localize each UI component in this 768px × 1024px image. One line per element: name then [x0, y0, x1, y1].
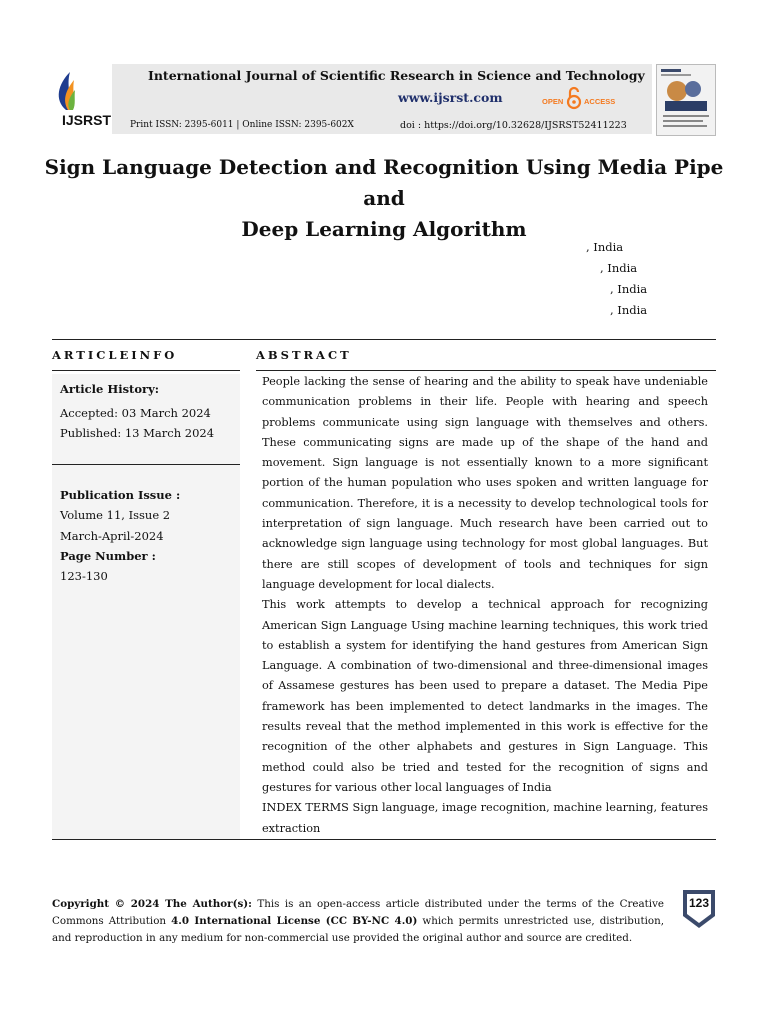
publication-issue-label: Publication Issue : — [60, 488, 181, 502]
journal-website-link[interactable]: www.ijsrst.com — [398, 90, 503, 105]
publication-period: March-April-2024 — [60, 529, 164, 543]
open-access-lock-icon — [566, 86, 582, 110]
journal-logo — [44, 66, 110, 132]
open-access-access-label: ACCESS — [584, 97, 616, 106]
article-info-rule — [52, 370, 240, 371]
page-number-badge — [680, 888, 718, 930]
cover-image-icon — [657, 65, 715, 135]
page-number: 123 — [688, 896, 710, 910]
article-info-divider — [52, 464, 240, 465]
journal-title: International Journal of Scientific Research in Science and Technology — [148, 68, 645, 83]
journal-header — [44, 62, 720, 136]
paper-title-line-1: Sign Language Detection and Recognition Using Media Pipe and — [44, 155, 724, 210]
section-top-rule — [52, 339, 716, 340]
open-access-open-label: OPEN — [542, 97, 564, 106]
abstract-body — [262, 372, 708, 839]
page-range: 123-130 — [60, 569, 108, 583]
journal-cover-thumbnail — [656, 64, 716, 136]
footer-text-1: This is an open-access article distributed under the terms of the Creative Commons Attribution — [52, 898, 664, 927]
page-number-label: Page Number : — [60, 549, 156, 563]
abstract-paragraph-1: People lacking the sense of hearing and the ability to speak have undeniable communication problems in their life. People with hearing and speech problems communicate using sign language with themselves and others. These communicating signs are made up of the shape of the hand and movement. Sign language is not essentially known to a more significant portion of the human population who uses spoken and written language for communication. Therefore, it is a necessity to develop technological tools for interpretation of sign language. Much research have been carried out to acknowledge sign language using technology for most global languages. But there are still scopes of development of tools and techniques for sign language development for local dialects. — [262, 375, 708, 591]
abstract-rule — [256, 370, 716, 371]
article-info-panel — [52, 374, 240, 840]
paper-title — [40, 152, 728, 245]
header-band — [112, 64, 652, 134]
copyright-footer — [52, 896, 664, 947]
open-access-badge — [542, 86, 622, 108]
abstract-heading: ABSTRACT — [256, 348, 352, 362]
volume-issue: Volume 11, Issue 2 — [60, 508, 171, 522]
section-bottom-rule — [52, 839, 716, 840]
affiliation-3: , India — [610, 282, 648, 296]
paper-title-line-2: Deep Learning Algorithm — [241, 217, 527, 241]
doi-link[interactable]: doi : https://doi.org/10.32628/IJSRST52411223 — [400, 120, 627, 131]
copyright-label: Copyright © 2024 The Author(s): — [52, 898, 252, 910]
license-name: 4.0 International License (CC BY-NC 4.0) — [171, 915, 418, 927]
issn-line: Print ISSN: 2395-6011 | Online ISSN: 2395-602X — [130, 120, 354, 130]
article-info-heading: ARTICLEINFO — [52, 348, 178, 362]
index-terms: INDEX TERMS Sign language, image recognition, machine learning, features extraction — [262, 801, 708, 835]
published-date: Published: 13 March 2024 — [60, 426, 215, 440]
logo-text: IJSRST — [62, 112, 112, 128]
accepted-date: Accepted: 03 March 2024 — [60, 406, 211, 420]
article-history-label: Article History: — [60, 382, 160, 396]
affiliation-2: , India — [600, 261, 638, 275]
affiliation-1: , India — [586, 240, 624, 254]
footer-text-2: which permits unrestricted use, distribution, and reproduction in any medium for non-commercial use provided the original author and source are credited. — [52, 915, 664, 944]
affiliation-4: , India — [610, 303, 648, 317]
abstract-paragraph-2: This work attempts to develop a technical approach for recognizing American Sign Language Using machine learning techniques, this work tried to establish a system for identifying the hand gestures from American Sign Language. A combination of two-dimensional and three-dimensional images of Assamese gestures has been used to prepare a dataset. The Media Pipe framework has been implemented to detect landmarks in the images. The results reveal that the method implemented in this work is effective for the recognition of the other alphabets and gestures in Sign Language. This method could also be tried and tested for the recognition of signs and gestures for various other local languages of India — [262, 598, 708, 794]
